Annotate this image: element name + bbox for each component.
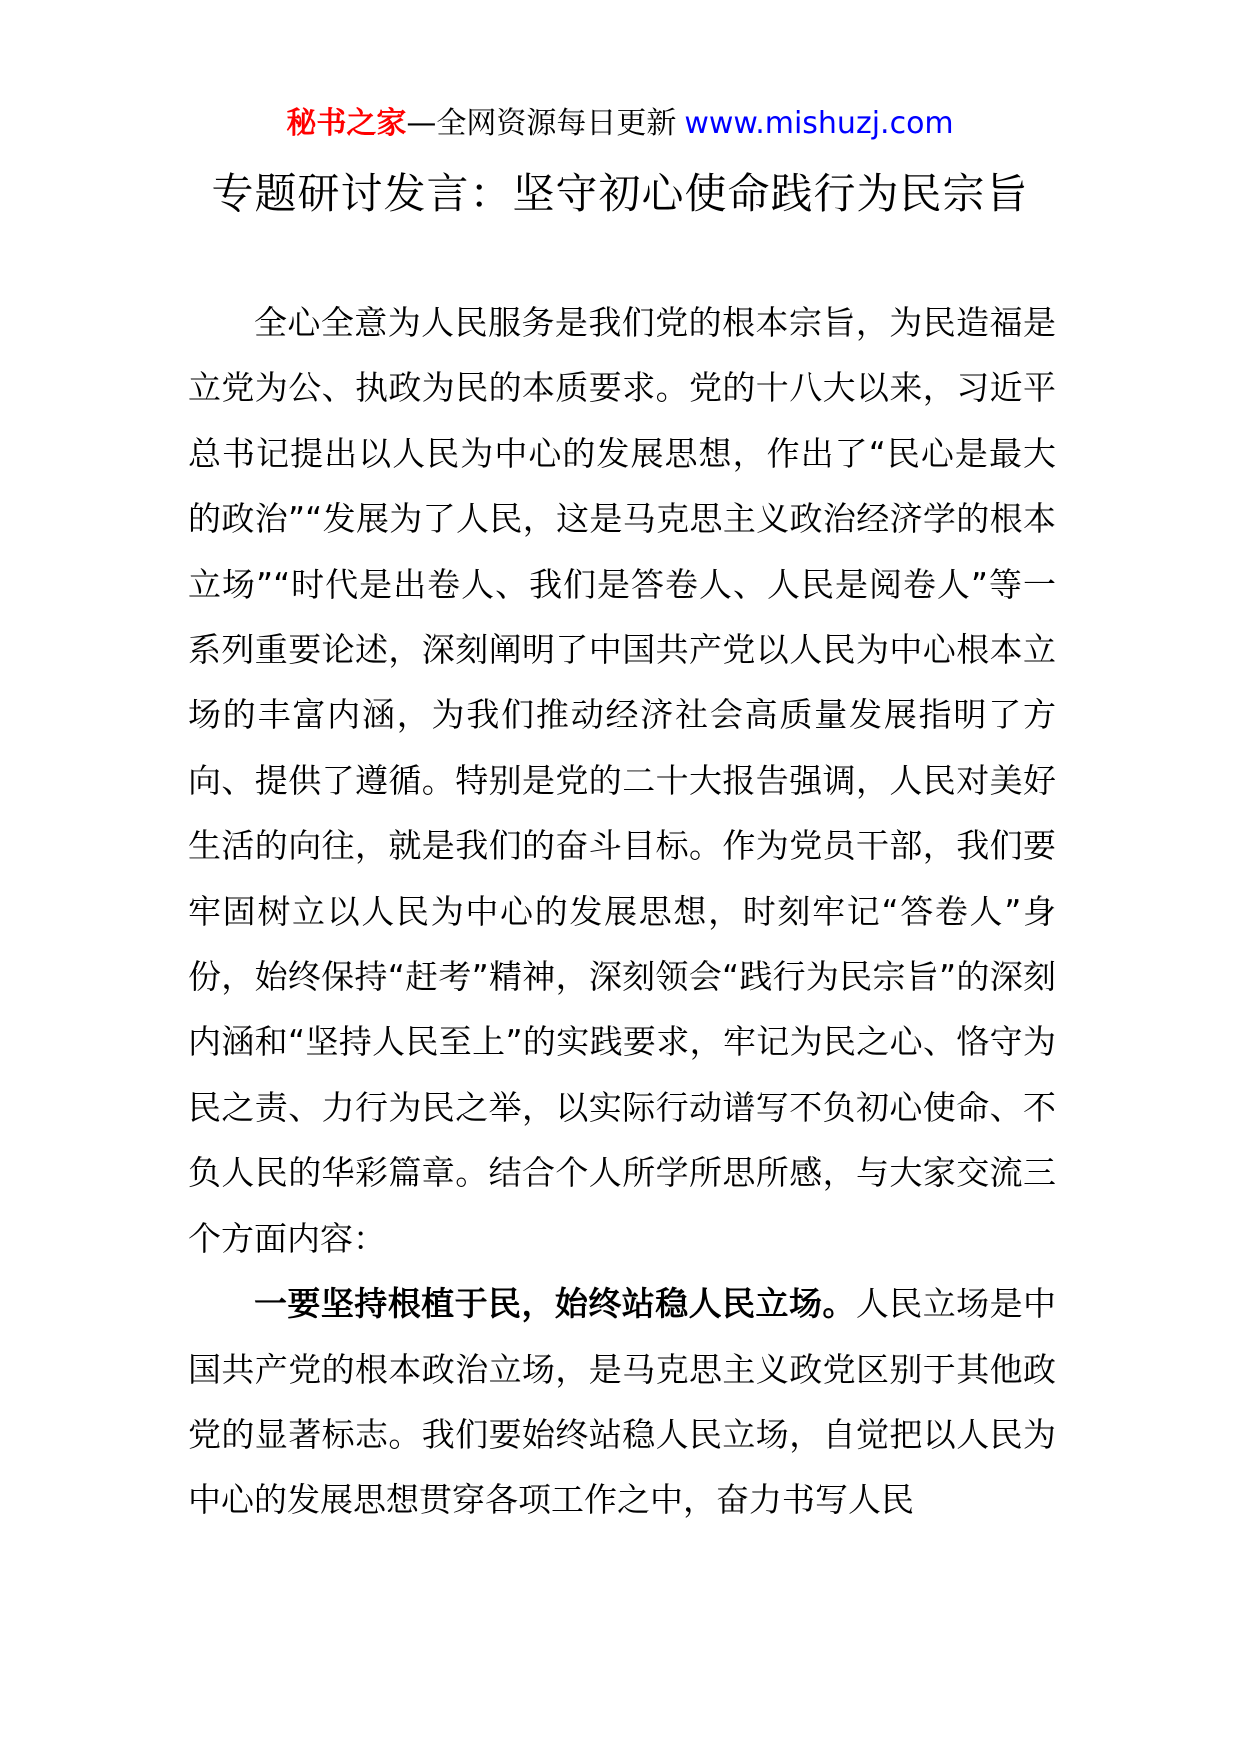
paragraph-point-one (188, 1271, 1056, 1533)
paragraph-text: 全心全意为人民服务是我们党的根本宗旨，为民造福是立党为公、执政为民的本质要求。党的十八大以来，习近平总书记提出以人民为中心的发展思想，作出了“民心是最大的政治”“发展为了人民，这是马克思主义政治经济学的根本立场”“时代是出卷人、我们是答卷人、人民是阅卷人”等一系列重要论述，深刻阐明了中国共产党以人民为中心根本立场的丰富内涵，为我们推动经济社会高质量发展指明了方向、提供了遵循。特别是党的二十大报告强调，人民对美好生活的向往，就是我们的奋斗目标。作为党员干部，我们要牢固树立以人民为中心的发展思想，时刻牢记“答卷人”身份，始终保持“赶考”精神，深刻领会“践行为民宗旨”的深刻内涵和“坚持人民至上”的实践要求，牢记为民之心、恪守为民之责、力行为民之举，以实际行动谱写不负初心使命、不负人民的华彩篇章。结合个人所学所思所感，与大家交流三个方面内容： (188, 303, 1056, 1258)
paragraph-lead: 一要坚持根植于民，始终站稳人民立场。 (254, 1284, 856, 1324)
site-url-link[interactable]: www.mishuzj.com (684, 106, 954, 141)
paragraph-intro (188, 290, 1056, 1271)
document-title: 专题研讨发言：坚守初心使命践行为民宗旨 (211, 169, 1029, 218)
site-tagline: —全网资源每日更新 (406, 106, 677, 141)
site-brand: 秘书之家 (286, 106, 407, 141)
site-header (0, 102, 1240, 146)
paragraph-text: 人民立场是中国共产党的根本政治立场，是马克思主义政党区别于其他政党的显著标志。我们要始终站稳人民立场，自觉把以人民为中心的发展思想贯穿各项工作之中，奋力书写人民 (188, 1284, 1057, 1520)
document-body (188, 290, 1056, 1533)
